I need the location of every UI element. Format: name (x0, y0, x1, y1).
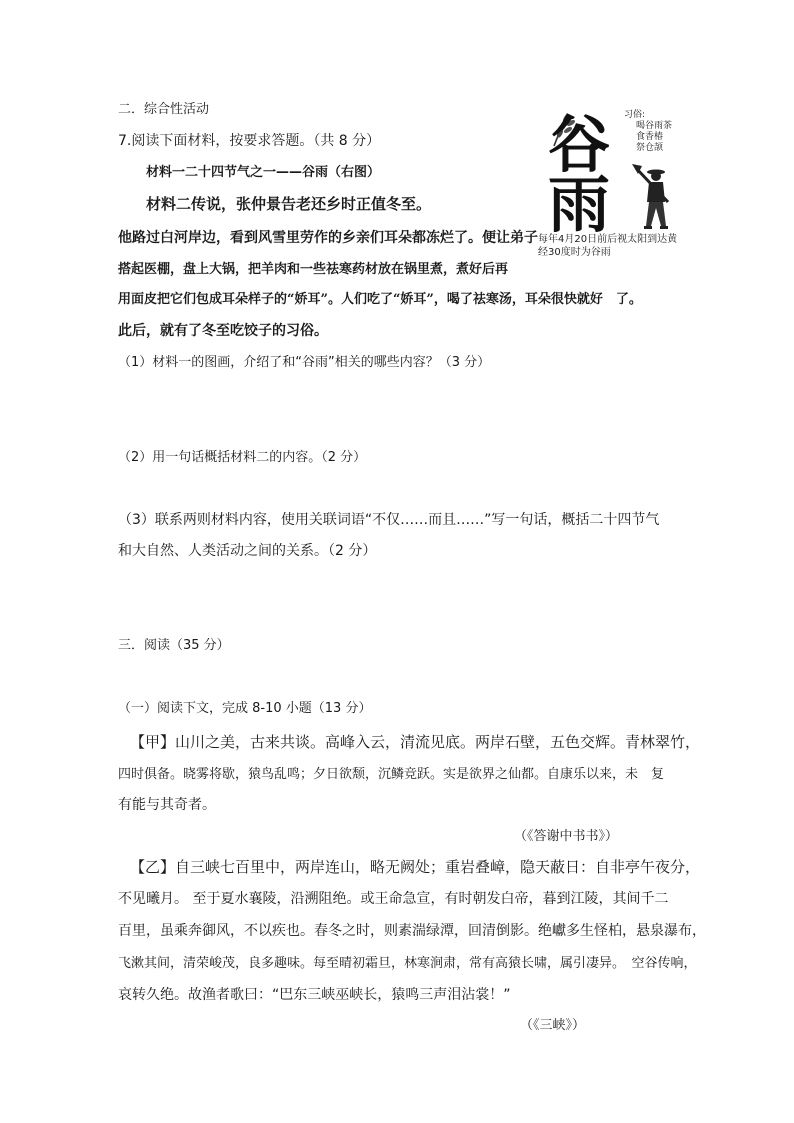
sub-question-3-line: （3）联系两则材料内容，使用关联词语“不仅……而且……”写一句话，概括二十四节气 (118, 512, 660, 528)
sub-question-1: （1）材料一的图画，介绍了和“谷雨”相关的哪些内容？（3 分） (118, 355, 491, 370)
passage-yi-source: （《三峡》） (520, 1018, 586, 1033)
sub-question-3-line: 和大自然、人类活动之间的关系。（2 分） (118, 543, 377, 559)
passage-yi-line: 【乙】自三峡七百里中，两岸连山，略无阙处；重岩叠嶂，隐天蔽日：自非亭午夜分， (130, 858, 701, 876)
guyu-illustration (538, 108, 688, 260)
guyu-char-gu: 谷 (548, 108, 611, 181)
passage-yi-line: 不见曦月。 至于夏水襄陵，沿溯阻绝。或王命急宣，有时朝发白帝，暮到江陵，其间千二 (118, 891, 669, 907)
reading-part-1: （一）阅读下文，完成 8-10 小题（13 分） (118, 701, 372, 716)
customs-title: 习俗: (624, 110, 646, 120)
custom-item: 喝谷雨茶 (636, 121, 673, 131)
passage-yi-line: 哀转久绝。故渔者歌曰：“巴东三峡巫峡长，猿鸣三声泪沾裳！” (118, 987, 511, 1003)
farmer-icon (630, 162, 682, 232)
material-2-line: 用面皮把它们包成耳朵样子的“娇耳”。人们吃了“娇耳”，喝了祛寒汤，耳朵很快就好 了。 (118, 292, 642, 307)
material-2-lead: 材料二传说，张仲景告老还乡时正值冬至。 (146, 195, 432, 213)
section-heading-reading: 三．阅读（35 分） (118, 638, 230, 653)
passage-yi-line: 百里，虽乘奔御风，不以疾也。春冬之时，则素湍绿潭，回清倒影。绝巘多生怪柏，悬泉瀑布， (118, 923, 706, 939)
material-2-line: 他路过白河岸边，看到风雪里劳作的乡亲们耳朵都冻烂了。便让弟子 (118, 230, 538, 246)
passage-jia-line: 四时俱备。晓雾将歇，猿鸟乱鸣；夕日欲颓，沉鳞竞跃。实是欲界之仙都。自康乐以来，未 复 (118, 767, 665, 782)
section-heading-comprehensive: 二．综合性活动 (118, 102, 210, 117)
material-2-line: 搭起医棚，盘上大锅，把羊肉和一些祛寒药材放在锅里煮，煮好后再 (118, 262, 509, 277)
passage-yi-line: 飞漱其间，清荣峻茂，良多趣味。每至晴初霜旦，林寒涧肃，常有高猿长啸，属引凄异。 空谷传响， (118, 956, 697, 971)
sub-question-2: （2）用一句话概括材料二的内容。（2 分） (118, 450, 367, 465)
passage-jia-line: 【甲】山川之美，古来共谈。高峰入云，清流见底。两岸石壁，五色交辉。青林翠竹， (130, 733, 701, 751)
custom-item: 祭仓颉 (636, 143, 664, 153)
guyu-caption: 经30度时为谷雨 (538, 247, 611, 258)
passage-jia-source: （《答谢中书书》） (514, 829, 619, 844)
material-2-line: 此后，就有了冬至吃饺子的习俗。 (118, 323, 328, 339)
custom-item: 食香椿 (636, 132, 664, 142)
passage-jia-line: 有能与其奇者。 (118, 797, 216, 813)
material-1: 材料一二十四节气之一——谷雨（右图） (146, 165, 381, 180)
question-7: 7.阅读下面材料，按要求答题。（共 8 分） (118, 133, 381, 149)
guyu-caption: 每年4月20日前后视太阳到达黄 (538, 234, 678, 245)
guyu-char-yu: 雨 (548, 168, 611, 241)
